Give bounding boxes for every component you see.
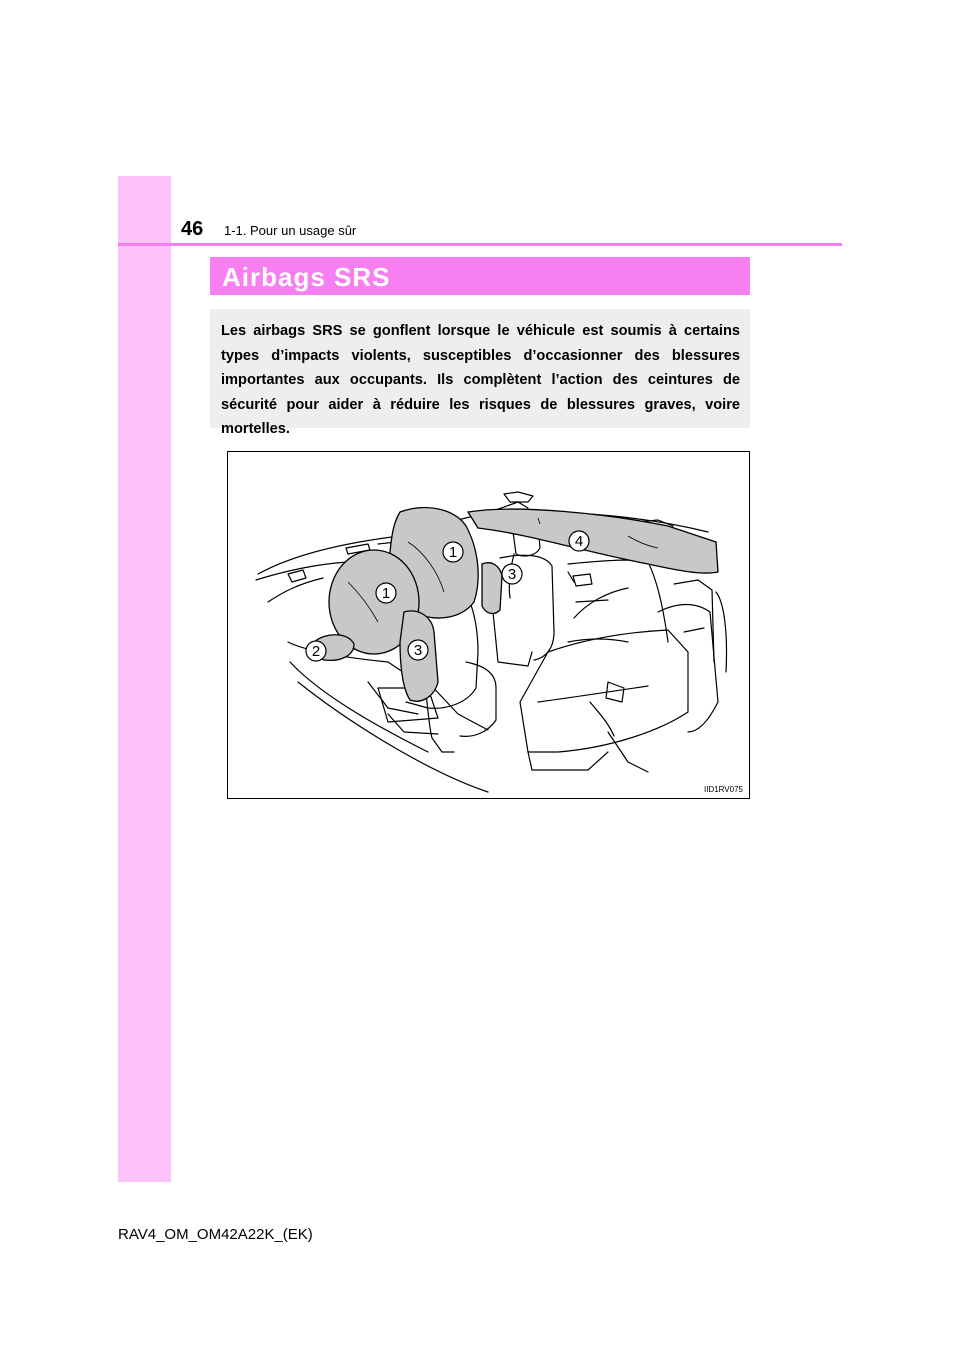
callout-3-front-side [408, 640, 428, 660]
chapter-side-tab [118, 176, 171, 1182]
svg-text:1: 1 [448, 544, 458, 561]
callout-2-knee [306, 641, 326, 661]
section-title: Airbags SRS [222, 262, 391, 292]
intro-text: Les airbags SRS se gonflent lorsque le véhicule est soumis à certains types d’impacts violents, susceptibles d’occasionner des blessures importantes aux occupants. Ils complètent l’action des ceintures de sécurité pour aider à réduire les risques de blessures graves, voire mortelles. [221, 323, 740, 437]
svg-text:4: 4 [574, 533, 584, 550]
section-title-bar [210, 257, 750, 295]
svg-text:3: 3 [507, 566, 517, 583]
car-interior-drawing [228, 452, 749, 798]
callout-1-top [443, 542, 463, 562]
airbag-illustration [227, 451, 750, 799]
curtain-airbag [468, 509, 718, 573]
document-code: RAV4_OM_OM42A22K_(EK) [118, 1226, 313, 1243]
svg-text:1: 1 [381, 585, 391, 602]
callout-4-curtain [569, 531, 589, 551]
rear-seat [520, 630, 688, 752]
intro-box [210, 309, 750, 437]
callout-1-driver [376, 583, 396, 603]
header-divider [118, 243, 842, 246]
breadcrumb: 1-1. Pour un usage sûr [224, 223, 357, 238]
svg-text:3: 3 [413, 642, 423, 659]
callout-3-rear-side [502, 564, 522, 584]
page-number: 46 [181, 218, 204, 240]
figure-code: IID1RV075 [704, 785, 743, 794]
svg-text:2: 2 [311, 643, 321, 660]
side-airbag-rear [482, 563, 502, 614]
